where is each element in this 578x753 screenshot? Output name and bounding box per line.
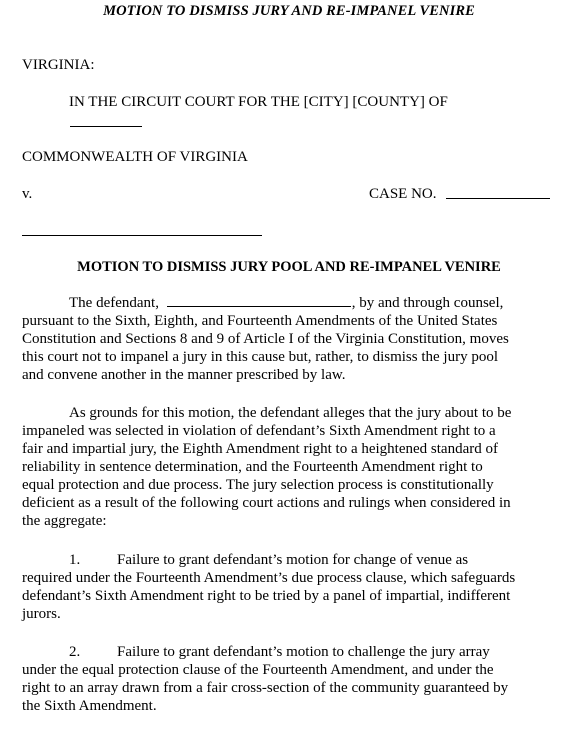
motion-heading: MOTION TO DISMISS JURY POOL AND RE-IMPANEL VENIRE <box>77 259 501 275</box>
paragraph-line: the aggregate: <box>22 513 107 529</box>
paragraph-text: Failure to grant defendant’s motion for change of venue as <box>117 552 469 568</box>
paragraph-line: required under the Fourteenth Amendment’s due process clause, which safeguards <box>22 570 516 586</box>
paragraph-line: jurors. <box>22 606 61 622</box>
paragraph-line: reliability in sentence determination, and the Fourteenth Amendment right to <box>22 459 483 475</box>
versus-label: v. <box>22 186 33 202</box>
paragraph-line: fair and impartial jury, the Eighth Amendment right to a heightened standard of <box>22 441 498 457</box>
paragraph-line <box>22 294 552 312</box>
item-number: 2. <box>69 644 81 660</box>
item-number: 1. <box>69 552 81 568</box>
case-number-label: CASE NO. <box>369 186 437 202</box>
paragraph-line: right to an array drawn from a fair cross-section of the community guaranteed by <box>22 680 509 696</box>
paragraph-line: under the equal protection clause of the Fourteenth Amendment, and under the <box>22 662 494 678</box>
paragraph-text: The defendant, <box>69 295 159 311</box>
court-blank-line <box>70 126 142 127</box>
paragraph-introduction <box>22 294 552 384</box>
paragraph-line: the Sixth Amendment. <box>22 698 157 714</box>
numbered-item-2 <box>22 643 552 715</box>
paragraph-grounds <box>22 404 552 530</box>
paragraph-text: Failure to grant defendant’s motion to challenge the jury array <box>117 644 490 660</box>
paragraph-line: impaneled was selected in violation of defendant’s Sixth Amendment right to a <box>22 423 496 439</box>
state-label: VIRGINIA: <box>22 57 95 73</box>
paragraph-line: deficient as a result of the following court actions and rulings when considered in <box>22 495 511 511</box>
paragraph-line: As grounds for this motion, the defendant alleges that the jury about to be <box>69 405 512 421</box>
defendant-name-blank-line <box>22 235 262 236</box>
document-top-title: MOTION TO DISMISS JURY AND RE-IMPANEL VENIRE <box>103 3 475 19</box>
paragraph-line <box>22 643 552 661</box>
paragraph-line: equal protection and due process. The jury selection process is constitutionally <box>22 477 494 493</box>
paragraph-line: pursuant to the Sixth, Eighth, and Fourteenth Amendments of the United States <box>22 313 498 329</box>
numbered-item-1 <box>22 551 552 623</box>
paragraph-line <box>22 551 552 569</box>
paragraph-line: Constitution and Sections 8 and 9 of Article I of the Virginia Constitution, moves <box>22 331 509 347</box>
paragraph-text: , by and through counsel, <box>351 295 504 311</box>
paragraph-line: defendant’s Sixth Amendment right to be tried by a panel of impartial, indifferent <box>22 588 511 604</box>
court-line: IN THE CIRCUIT COURT FOR THE [CITY] [COUNTY] OF <box>69 94 448 110</box>
defendant-blank-line <box>167 294 351 307</box>
case-number-blank-line <box>446 198 550 199</box>
paragraph-line: this court not to impanel a jury in this cause but, rather, to dismiss the jury pool <box>22 349 498 365</box>
commonwealth-label: COMMONWEALTH OF VIRGINIA <box>22 149 248 165</box>
paragraph-line: and convene another in the manner prescribed by law. <box>22 367 346 383</box>
